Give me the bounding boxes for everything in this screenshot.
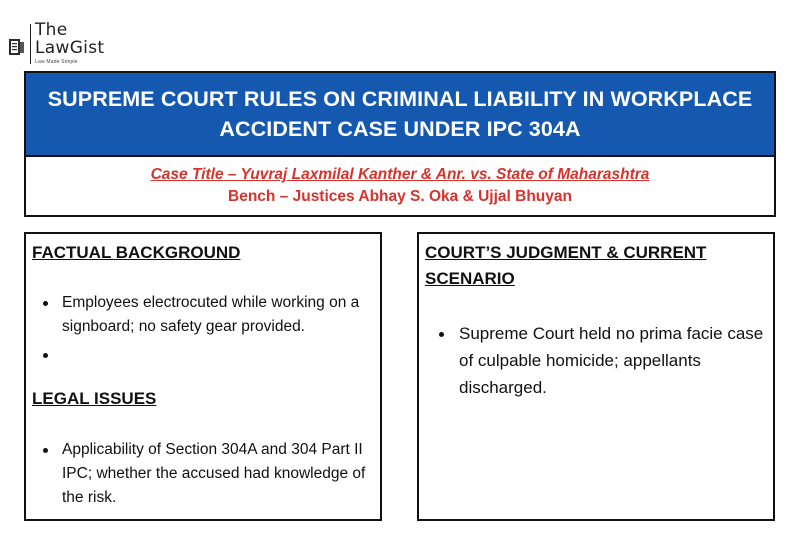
- factual-background-list: [32, 291, 372, 367]
- list-item: Employees electrocuted while working on a signboard; no safety gear provided.: [32, 291, 372, 339]
- list-item: Supreme Court held no prima facie case of culpable homicide; appellants discharged.: [425, 320, 765, 401]
- logo-text: [35, 22, 104, 65]
- logo-name-line1: The: [35, 20, 68, 40]
- list-item-empty: [32, 343, 372, 367]
- law-book-icon: [8, 36, 26, 58]
- page-title-line1: SUPREME COURT RULES ON CRIMINAL LIABILITY IN WORKPLACE: [47, 87, 753, 111]
- judgment-heading: COURT’S JUDGMENT & CURRENT SCENARIO: [425, 243, 707, 288]
- legal-issues-list: [32, 438, 372, 510]
- case-info: [26, 157, 774, 215]
- title-band: [26, 73, 774, 155]
- judgment-list: [425, 320, 765, 401]
- factual-background-heading: FACTUAL BACKGROUND: [32, 243, 241, 262]
- logo-divider: [30, 24, 31, 64]
- list-item: Applicability of Section 304A and 304 Part II IPC; whether the accused had knowledge of the risk.: [32, 438, 372, 510]
- left-panel: [24, 232, 382, 521]
- legal-issues-heading: LEGAL ISSUES: [32, 389, 157, 408]
- logo-tagline: Law Made Simple: [35, 59, 78, 65]
- page-title-line2: ACCIDENT CASE UNDER IPC 304A: [219, 117, 581, 141]
- case-title: Case Title – Yuvraj Laxmilal Kanther & Anr. vs. State of Maharashtra: [150, 166, 650, 183]
- title-block: [24, 71, 776, 217]
- right-panel: [417, 232, 775, 521]
- bench-info: Bench – Justices Abhay S. Oka & Ujjal Bhuyan: [228, 188, 572, 205]
- logo-name-line2: LawGist: [35, 38, 105, 58]
- brand-logo: [8, 22, 104, 66]
